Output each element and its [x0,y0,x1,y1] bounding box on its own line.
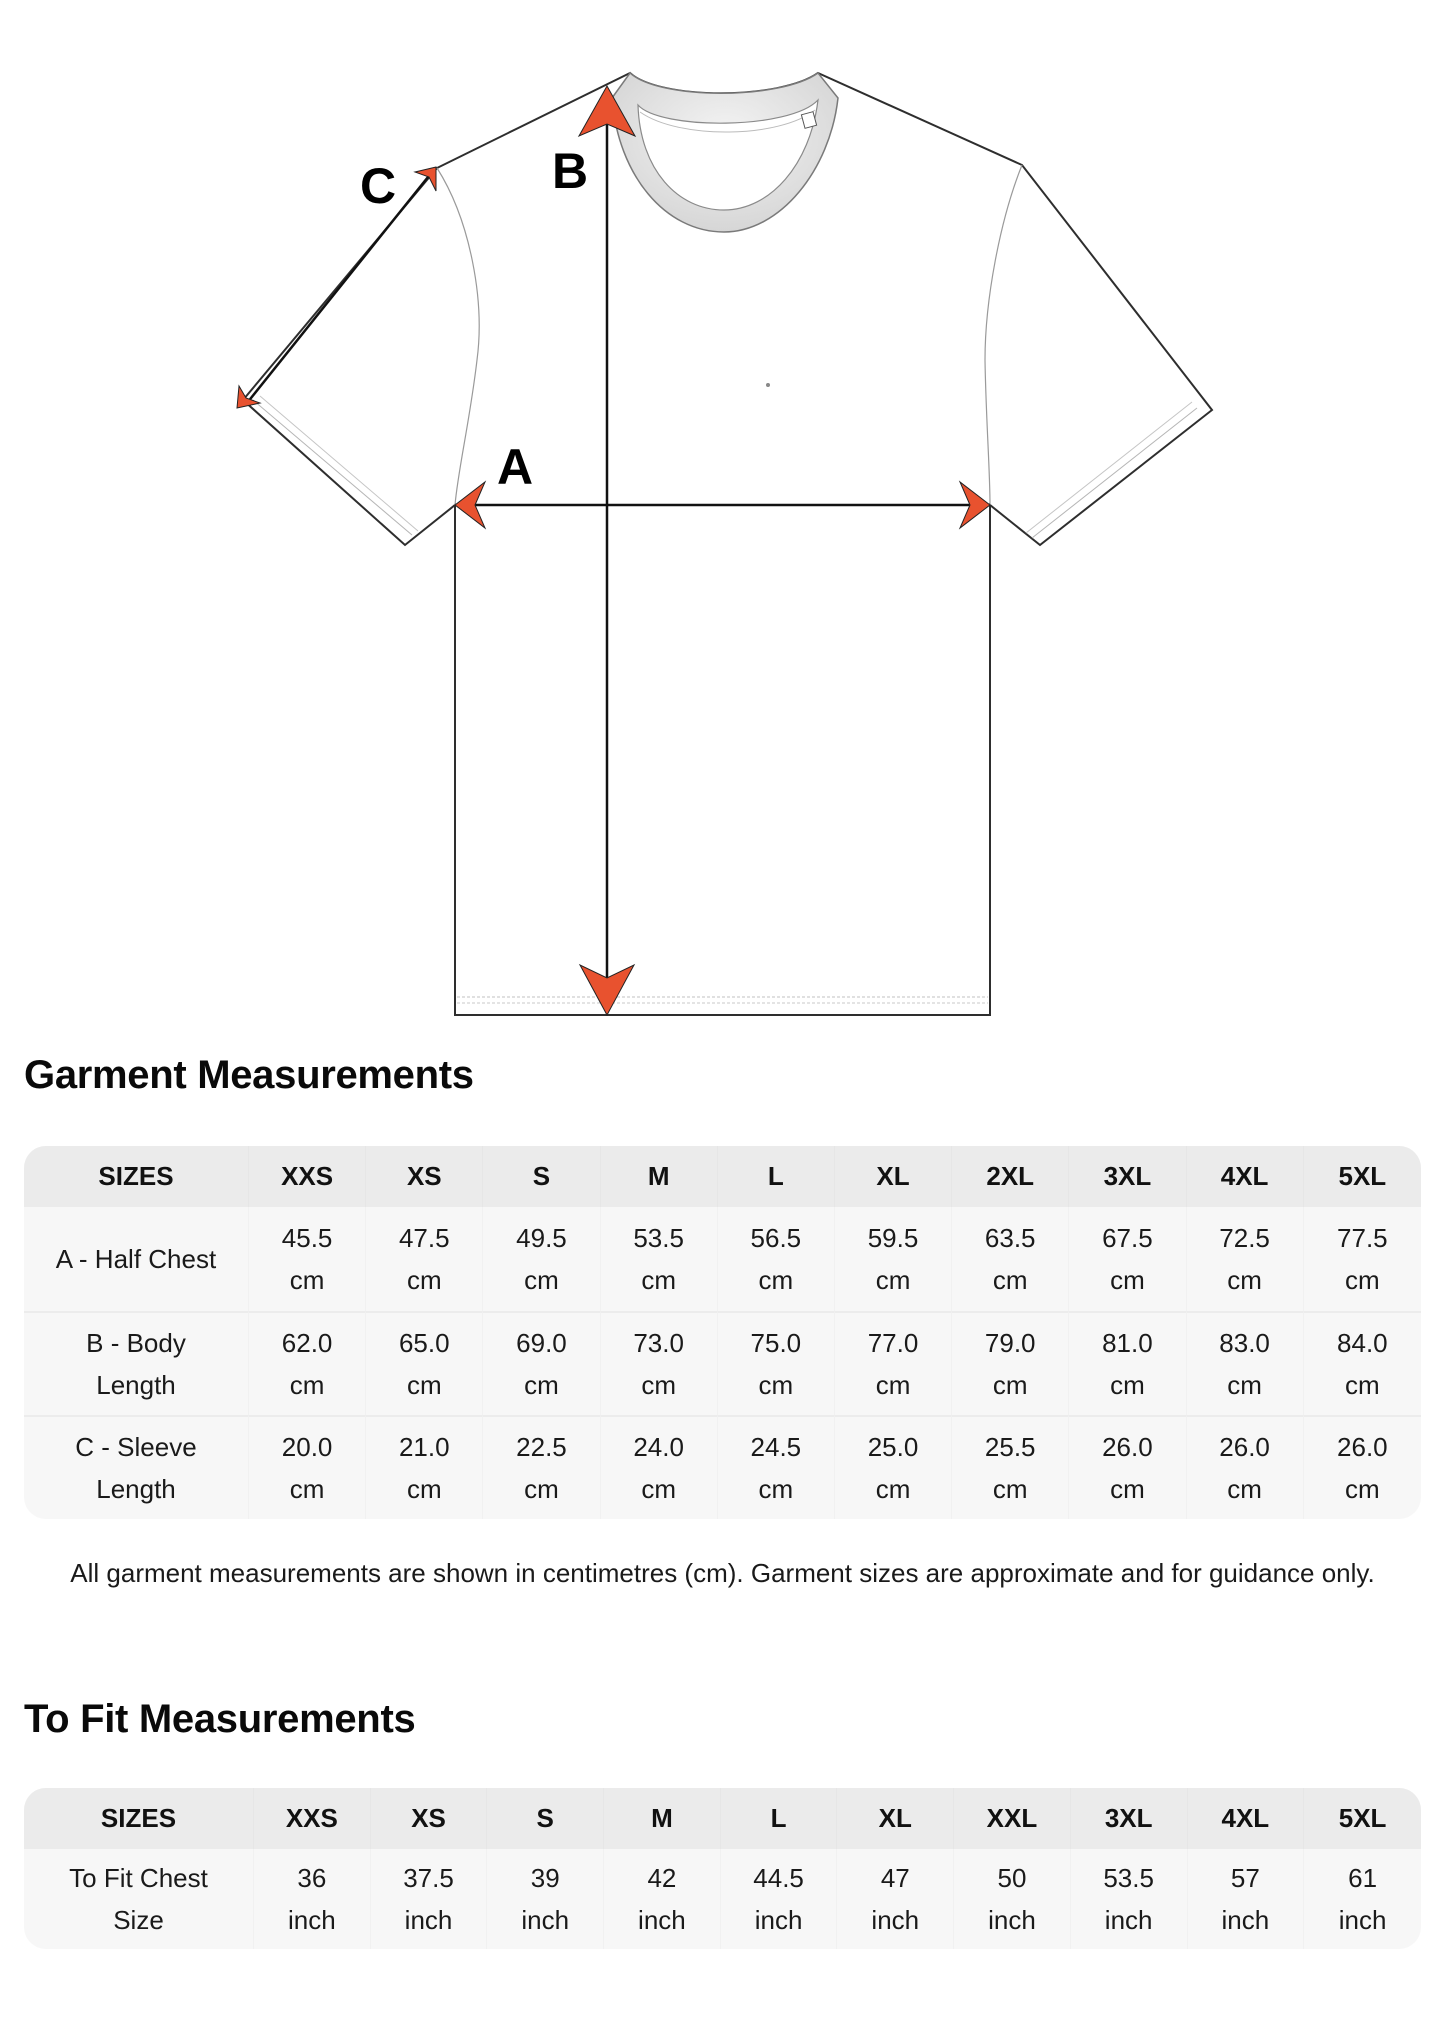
cell-unit: cm [758,1265,794,1295]
header-size: 4XL [1187,1146,1304,1207]
cell-unit: inch [1338,1905,1387,1935]
table-cell [249,1311,366,1415]
cell-value: 25.0 [867,1432,919,1462]
cell-unit: cm [1345,1474,1380,1504]
header-size: M [604,1788,721,1849]
cell-value: 53.5 [633,1223,684,1253]
label-b: B [552,143,589,199]
table-header-row [24,1788,1421,1849]
header-sizes: SIZES [24,1788,254,1849]
cell-unit: cm [875,1370,911,1400]
header-size: L [721,1788,838,1849]
cell-value: 20.0 [281,1432,333,1462]
header-size: M [601,1146,718,1207]
table-cell [1188,1849,1305,1949]
header-size: XXS [254,1788,371,1849]
table-cell [1069,1415,1186,1519]
row-label-text: To Fit Chest Size [69,1863,208,1935]
to-fit-measurements-title: To Fit Measurements [24,1697,416,1741]
table-cell [483,1207,600,1311]
cell-unit: inch [1104,1905,1153,1935]
cell-value: 45.5 [281,1223,333,1253]
cell-unit: cm [1110,1474,1145,1504]
cell-unit: cm [992,1474,1028,1504]
cell-unit: cm [406,1265,442,1295]
cell-value: 47 [880,1863,910,1893]
table-cell [1187,1415,1304,1519]
cell-unit: cm [758,1474,794,1504]
cell-unit: cm [641,1370,676,1400]
cell-unit: inch [638,1905,686,1935]
row-label-text: C - Sleeve Length [75,1432,197,1504]
table-cell [1071,1849,1188,1949]
cell-unit: cm [1227,1370,1262,1400]
table-cell [835,1207,952,1311]
cell-unit: cm [289,1265,325,1295]
table-cell [249,1415,366,1519]
garment-measurements-title: Garment Measurements [24,1053,474,1097]
table-cell [483,1311,600,1415]
table-cell [835,1415,952,1519]
cell-value: 59.5 [867,1223,919,1253]
cell-unit: cm [875,1474,911,1504]
cell-value: 36 [297,1863,327,1893]
table-cell [718,1415,835,1519]
table-cell [835,1311,952,1415]
cell-value: 81.0 [1102,1328,1153,1358]
cell-unit: cm [1345,1370,1380,1400]
header-size: XXS [249,1146,366,1207]
table-cell [1304,1311,1421,1415]
table-cell [1187,1207,1304,1311]
table-cell [601,1415,718,1519]
table-cell [487,1849,604,1949]
cell-value: 72.5 [1219,1223,1270,1253]
table-cell [721,1849,838,1949]
cell-value: 77.5 [1337,1223,1388,1253]
table-row-body-length [24,1311,1421,1415]
cell-unit: inch [754,1905,803,1935]
table-cell [366,1311,483,1415]
header-size: 4XL [1188,1788,1305,1849]
table-cell [952,1311,1069,1415]
table-cell [366,1207,483,1311]
header-size: XXL [954,1788,1071,1849]
header-size: XL [837,1788,954,1849]
header-size: S [483,1146,600,1207]
row-label [24,1415,249,1519]
cell-value: 21.0 [398,1432,450,1462]
cell-value: 50 [997,1863,1027,1893]
cell-value: 26.0 [1219,1432,1270,1462]
table-cell [366,1415,483,1519]
header-size: S [487,1788,604,1849]
cell-unit: inch [521,1905,570,1935]
table-cell [1304,1207,1421,1311]
cell-value: 39 [530,1863,560,1893]
row-label [24,1311,249,1415]
header-size: 5XL [1304,1146,1421,1207]
cell-value: 61 [1348,1863,1378,1893]
cell-unit: cm [406,1474,442,1504]
to-fit-measurements-table [24,1788,1421,1949]
cell-unit: cm [289,1474,325,1504]
cell-unit: cm [1110,1265,1145,1295]
cell-value: 42 [647,1863,677,1893]
table-cell [952,1207,1069,1311]
row-label-text: B - Body Length [86,1328,186,1400]
header-size: 3XL [1071,1788,1188,1849]
cell-value: 84.0 [1337,1328,1388,1358]
cell-value: 79.0 [984,1328,1036,1358]
table-cell [1304,1415,1421,1519]
table-cell [954,1849,1071,1949]
cell-unit: cm [992,1370,1028,1400]
cell-unit: cm [1227,1265,1262,1295]
header-size: 3XL [1069,1146,1186,1207]
cell-unit: inch [1221,1905,1270,1935]
cell-unit: cm [289,1370,325,1400]
header-size: XL [835,1146,952,1207]
header-sizes: SIZES [24,1146,249,1207]
cell-unit: cm [524,1474,559,1504]
label-a: A [497,439,534,495]
table-cell [483,1415,600,1519]
header-size: XS [371,1788,488,1849]
cell-unit: cm [1227,1474,1262,1504]
cell-unit: inch [287,1905,336,1935]
table-cell [837,1849,954,1949]
label-c: C [360,158,397,214]
cell-value: 49.5 [516,1223,567,1253]
cell-unit: inch [404,1905,453,1935]
cell-value: 37.5 [403,1863,454,1893]
header-size: XS [366,1146,483,1207]
row-label: A - Half Chest [24,1207,249,1311]
row-label [24,1849,254,1949]
cell-unit: inch [871,1905,920,1935]
cell-value: 47.5 [398,1223,450,1253]
cell-value: 73.0 [633,1328,684,1358]
table-cell [952,1415,1069,1519]
table-header-row [24,1146,1421,1207]
cell-value: 24.0 [633,1432,684,1462]
cell-value: 56.5 [750,1223,802,1253]
table-cell [254,1849,371,1949]
cell-unit: cm [641,1265,676,1295]
cell-unit: inch [988,1905,1036,1935]
table-cell [601,1311,718,1415]
cell-value: 65.0 [398,1328,450,1358]
cell-unit: cm [875,1265,911,1295]
cell-unit: cm [1110,1370,1145,1400]
cell-value: 26.0 [1102,1432,1153,1462]
table-row-chest-size [24,1849,1421,1949]
garment-measurements-table [24,1146,1421,1519]
cell-value: 75.0 [750,1328,802,1358]
table-cell [718,1207,835,1311]
cell-value: 83.0 [1219,1328,1270,1358]
cell-value: 53.5 [1103,1863,1154,1893]
table-cell [601,1207,718,1311]
cell-value: 26.0 [1337,1432,1388,1462]
cell-unit: cm [641,1474,676,1504]
table-cell [604,1849,721,1949]
cell-value: 57 [1230,1863,1260,1893]
table-cell [371,1849,488,1949]
cell-value: 69.0 [516,1328,567,1358]
header-size: 5XL [1304,1788,1421,1849]
cell-value: 25.5 [984,1432,1036,1462]
measurement-note: All garment measurements are shown in centimetres (cm). Garment sizes are approximate and for guidance only. [70,1558,1375,1588]
cell-value: 22.5 [516,1432,567,1462]
cell-unit: cm [524,1265,559,1295]
cell-unit: cm [992,1265,1028,1295]
cell-value: 44.5 [753,1863,804,1893]
table-cell [1069,1207,1186,1311]
cell-value: 63.5 [984,1223,1036,1253]
cell-unit: cm [524,1370,559,1400]
header-size: L [718,1146,835,1207]
cell-value: 67.5 [1102,1223,1153,1253]
cell-value: 24.5 [750,1432,802,1462]
cell-value: 77.0 [867,1328,919,1358]
header-size: 2XL [952,1146,1069,1207]
cell-value: 62.0 [281,1328,333,1358]
table-cell [1304,1849,1421,1949]
table-row-half-chest [24,1207,1421,1311]
table-cell [249,1207,366,1311]
table-cell [1069,1311,1186,1415]
table-row-sleeve-length [24,1415,1421,1519]
cell-unit: cm [406,1370,442,1400]
cell-unit: cm [758,1370,794,1400]
table-cell [718,1311,835,1415]
table-cell [1187,1311,1304,1415]
cell-unit: cm [1345,1265,1380,1295]
